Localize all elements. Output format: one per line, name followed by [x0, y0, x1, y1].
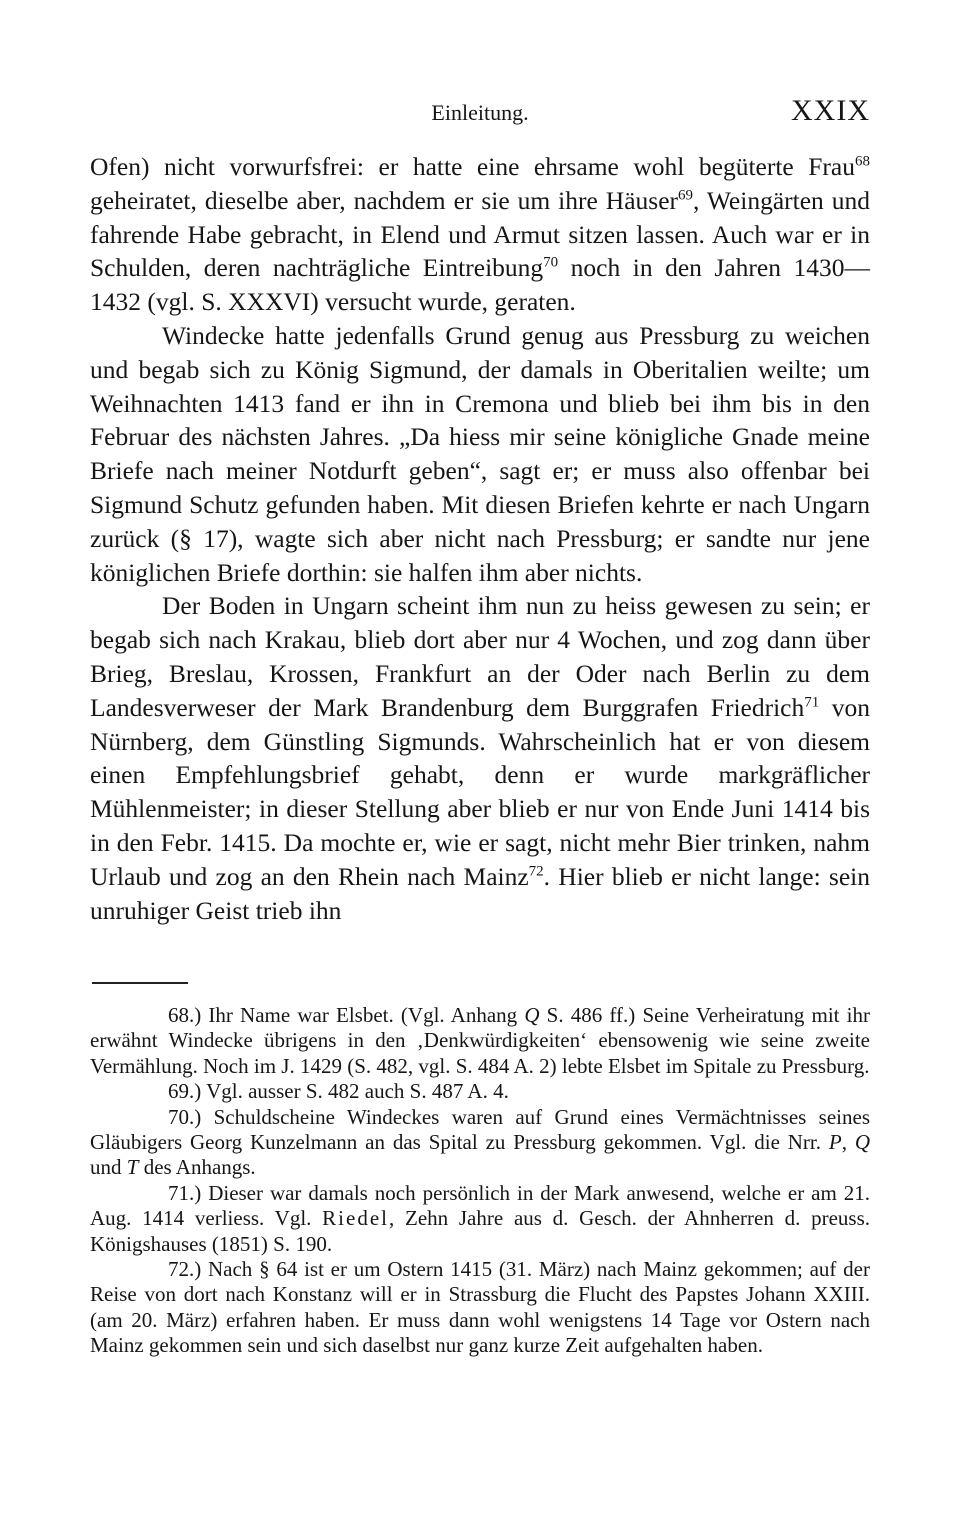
paragraph	[90, 150, 870, 319]
page-number: XXIX	[791, 94, 870, 127]
text-run: von Nürnberg, dem Günstling Sigmunds. Wahrscheinlich hat er von diesem einen Empfehlungsbrief gehabt, denn er wurde markgräflicher Mühlenmeister; in dieser Stellung aber blieb er nur von Ende Juni 1414 bis in den Febr. 1415. Da mochte er, wie er sagt, nicht mehr Bier trinken, nahm Urlaub und zog an den Rhein nach Mainz	[90, 692, 871, 891]
footnote-marker: 71	[804, 694, 820, 711]
italic-text: P	[828, 1130, 842, 1155]
footnote-marker: 70	[543, 254, 559, 271]
footnote-marker: 69	[678, 187, 694, 204]
running-title: Einleitung.	[431, 100, 529, 125]
paragraph	[90, 319, 870, 589]
text-run: Der Boden in Ungarn scheint ihm nun zu heiss gewesen zu sein; er begab sich nach Krakau, blieb dort aber nur 4 Wochen, und zog dann über Brieg, Breslau, Krossen, Frankfurt an der Oder nach Berlin zu dem Landesverweser der Mark Brandenburg dem Burggrafen Friedrich	[90, 591, 870, 722]
spaced-name: Riedel	[322, 1206, 389, 1231]
text-run: des Anhangs.	[138, 1155, 256, 1180]
text-run: , Weingärten und fahrende Habe gebracht, in Elend und Armut sitzen lassen. Auch war er in Schulden, deren nachträgliche Eintreibung	[90, 185, 870, 283]
footnote	[90, 1079, 870, 1104]
footnotes	[90, 1003, 870, 1359]
main-text	[90, 150, 870, 927]
text-run: geheiratet, dieselbe aber, nachdem er sie um ihre Häuser	[90, 185, 679, 215]
text-run: ,	[841, 1130, 855, 1155]
text-run: 71.) Dieser war damals noch persönlich in der Mark anwesend, welche er am 21. Aug. 1414 verliess. Vgl.	[90, 1180, 870, 1231]
footnote-separator	[92, 982, 188, 984]
text-run: 68.) Ihr Name war Elsbet. (Vgl. Anhang	[168, 1003, 525, 1027]
text-run: 70.) Schuldscheine Windeckes waren auf Grund eines Vermächtnisses seines Gläubigers Georg Kunzelmann an das Spital zu Pressburg gekommen. Vgl. die Nrr.	[90, 1104, 870, 1155]
text-run: Windecke hatte jedenfalls Grund genug aus Pressburg zu weichen und begab sich zu König Sigmund, der damals in Oberitalien weilte; um Weihnachten 1413 fand er ihn in Cremona und blieb bei ihm bis in den Februar des nächsten Jahres. „Da hiess mir seine königliche Gnade meine Briefe nach meiner Notdurft geben“, sagt er; er muss also offenbar bei Sigmund Schutz gefunden haben. Mit diesen Briefen kehrte er nach Ungarn zurück (§ 17), wagte sich aber nicht nach Pressburg; er sandte nur jene königlichen Briefe dorthin: sie halfen ihm aber nichts.	[90, 320, 870, 587]
footnote	[90, 1105, 870, 1181]
text-run: , Zehn Jahre aus d. Gesch. der Ahnherren d. preuss. Königshauses (1851) S. 190.	[90, 1206, 870, 1256]
italic-text: Q	[854, 1130, 870, 1155]
text-run: 69.) Vgl. ausser S. 482 auch S. 487 A. 4.	[168, 1079, 509, 1104]
text-run: 72.) Nach § 64 ist er um Ostern 1415 (31. März) nach Mainz gekommen; auf der Reise von dort nach Konstanz will er in Strassburg die Flucht des Papstes Johann XXIII. (am 20. März) erfahren haben. Er muss dann wohl wenigstens 14 Tage vor Ostern nach Mainz gekommen sein und sich daselbst nur ganz kurze Zeit aufgehalten haben.	[90, 1257, 870, 1358]
paragraph	[90, 589, 870, 927]
footnote	[90, 1003, 870, 1079]
italic-text: Q	[524, 1003, 540, 1027]
footnote-marker: 72	[528, 863, 544, 880]
text-run: . Hier blieb er nicht lange: sein unruhiger Geist trieb ihn	[90, 861, 870, 925]
text-run: S. 486 ff.) Seine Verheiratung mit ihr erwähnt Windecke übrigens in den ‚Denkwürdigkeiten‘ ebensowenig wie seine zweite Vermählung. Noch im J. 1429 (S. 482, vgl. S. 484 A. 2) lebte Elsbet im Spitale zu Pressburg.	[90, 1003, 870, 1078]
italic-text: T	[126, 1155, 139, 1180]
footnote	[90, 1181, 870, 1257]
footnote-marker: 68	[855, 153, 870, 170]
running-header	[90, 94, 870, 134]
text-run: noch in den Jahren 1430—1432 (vgl. S. XXXVI) versucht wurde, geraten.	[90, 253, 870, 317]
footnote	[90, 1257, 870, 1359]
text-run: Ofen) nicht vorwurfsfrei: er hatte eine ehrsame wohl begüterte Frau	[90, 152, 855, 181]
text-run: und	[90, 1155, 127, 1180]
